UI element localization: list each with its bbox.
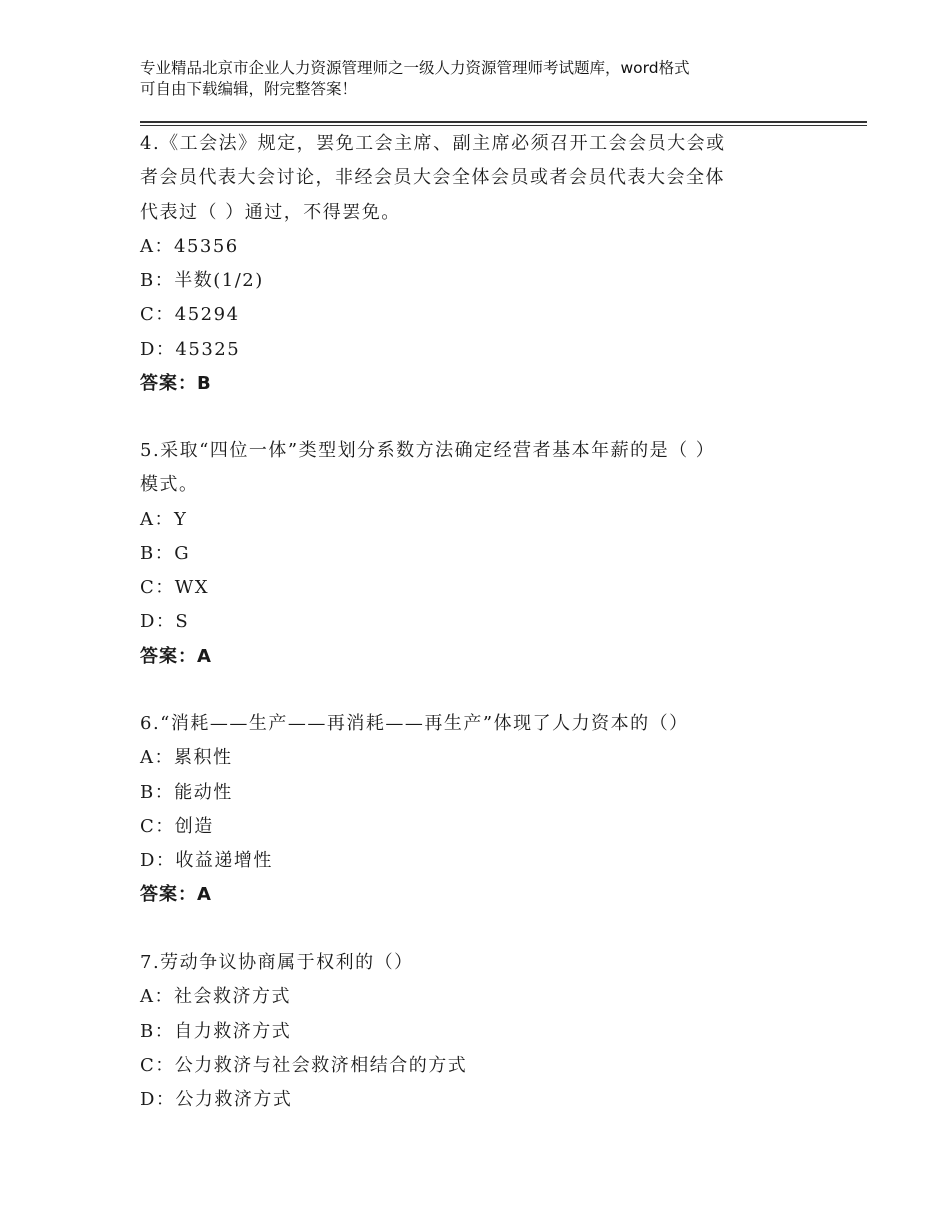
question-stem-line: 4.《工会法》规定，罢免工会主席、副主席必须召开工会会员大会或 bbox=[140, 133, 726, 154]
question-stem-line: 6.“消耗——生产——再消耗——再生产”体现了人力资本的（） bbox=[140, 713, 689, 734]
question-5 bbox=[140, 434, 820, 674]
option-d: D：45325 bbox=[140, 338, 241, 360]
option-d: D：公力救济方式 bbox=[140, 1089, 293, 1111]
answer-line: 答案：A bbox=[140, 884, 212, 906]
option-a: A：社会救济方式 bbox=[140, 986, 291, 1008]
question-7 bbox=[140, 946, 820, 1117]
question-stem-line: 者会员代表大会讨论，非经会员大会全体会员或者会员代表大会全体 bbox=[140, 167, 725, 189]
option-b: B：半数(1/2) bbox=[140, 270, 264, 292]
option-c: C：创造 bbox=[140, 815, 214, 837]
option-d: D：S bbox=[140, 611, 190, 633]
option-b: B：G bbox=[140, 542, 191, 564]
option-b: B：自力救济方式 bbox=[140, 1020, 292, 1042]
option-d: D：收益递增性 bbox=[140, 850, 273, 872]
header-rule-thin bbox=[140, 125, 867, 126]
option-a: A：累积性 bbox=[140, 747, 233, 769]
question-6 bbox=[140, 707, 820, 913]
option-a: A：45356 bbox=[140, 235, 239, 257]
option-c: C：WX bbox=[140, 577, 210, 599]
question-stem-line: 5.采取“四位一体”类型划分系数方法确定经营者基本年薪的是（ ） bbox=[140, 440, 716, 461]
question-stem-line: 代表过（ ）通过，不得罢免。 bbox=[140, 201, 401, 223]
answer-line: 答案：A bbox=[140, 645, 212, 667]
question-stem-line: 模式。 bbox=[140, 474, 199, 496]
header-rule-thick bbox=[140, 121, 867, 123]
document-header bbox=[140, 58, 820, 100]
option-a: A：Y bbox=[140, 508, 188, 530]
option-b: B：能动性 bbox=[140, 781, 233, 803]
option-c: C：公力救济与社会救济相结合的方式 bbox=[140, 1054, 468, 1076]
header-line-1: 专业精品北京市企业人力资源管理师之一级人力资源管理师考试题库，word格式 bbox=[140, 59, 690, 77]
header-line-2: 可自由下载编辑，附完整答案！ bbox=[140, 80, 358, 98]
question-4 bbox=[140, 127, 820, 401]
answer-line: 答案：B bbox=[140, 373, 212, 395]
option-c: C：45294 bbox=[140, 304, 240, 326]
question-stem-line: 7.劳动争议协商属于权利的（） bbox=[140, 952, 414, 973]
